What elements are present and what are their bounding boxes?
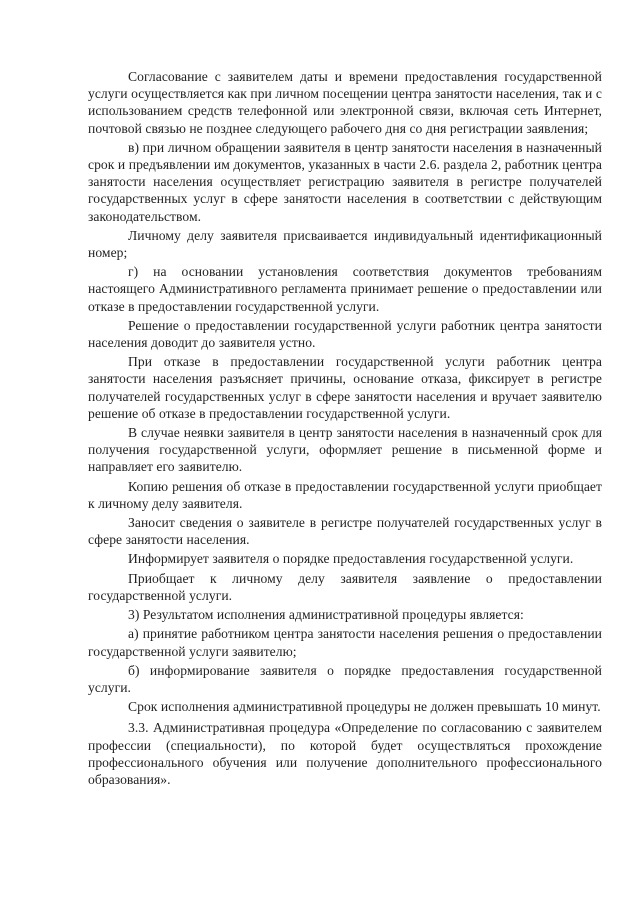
document-body <box>88 68 602 788</box>
paragraph-decision-oral: Решение о предоставлении государственной услуги работник центра занятости населения доводит до заявителя устно. <box>88 317 602 351</box>
paragraph-result-heading: 3) Результатом исполнения административной процедуры является: <box>128 607 524 623</box>
paragraph-duration: Срок исполнения административной процедуры не должен превышать 10 минут. <box>128 699 601 715</box>
paragraph-section-3-3: 3.3. Административная процедура «Определение по согласованию с заявителем профессии (специальности), по которой будет осуществляться прохождение профессионального обучения или получение дополнительного профессионального образования». <box>88 720 602 787</box>
paragraph-personal-file-number: Личному делу заявителя присваивается индивидуальный идентификационный номер; <box>88 227 602 261</box>
paragraph-enter-info: Заносит сведения о заявителе в регистре получателей государственных услуг в сфере занятости населения. <box>88 515 602 548</box>
paragraph-result-a: а) принятие работником центра занятости населения решения о предоставлении государственной услуги заявителю; <box>88 626 602 659</box>
paragraph-item-v: в) при личном обращении заявителя в центр занятости населения в назначенный срок и предъявлении им документов, указанных в части 2.6. раздела 2, работник центра занятости населения осуществляет регистрацию заявителя в регистре получателей государственных услуг в сфере занятости населения в соответствии с действующим законодательством. <box>88 139 602 224</box>
paragraph-no-show: В случае неявки заявителя в центр занятости населения в назначенный срок для получения государственной услуги, оформляет решение в письменной форме и направляет его заявителю. <box>88 425 602 475</box>
paragraph-refusal: При отказе в предоставлении государственной услуги работник центра занятости населения разъясняет причины, основание отказа, фиксирует в регистре получателей государственных услуг в сфере занятости населения и вручает заявителю решение об отказе в предоставлении государственной услуги. <box>88 354 602 421</box>
paragraph-attaches: Приобщает к личному делу заявителя заявление о предоставлении государственной услуги. <box>88 570 602 603</box>
paragraph-copy-decision: Копию решения об отказе в предоставлении государственной услуги приобщает к личному делу заявителя. <box>88 478 602 511</box>
paragraph-scheduling: Согласование с заявителем даты и времени предоставления государственной услуги осуществляется как при личном посещении центра занятости населения, так и с использованием средств телефонной или электронной связи, включая сеть Интернет, почтовой связью не позднее следующего рабочего дня со дня регистрации заявления; <box>88 69 602 136</box>
paragraph-result-b: б) информирование заявителя о порядке предоставления государственной услуги. <box>88 662 602 695</box>
paragraph-item-g: г) на основании установления соответствия документов требованиям настоящего Административного регламента принимает решение о предоставлении или отказе в предоставлении государственной услуги. <box>88 264 602 314</box>
paragraph-informs: Информирует заявителя о порядке предоставления государственной услуги. <box>128 551 574 567</box>
